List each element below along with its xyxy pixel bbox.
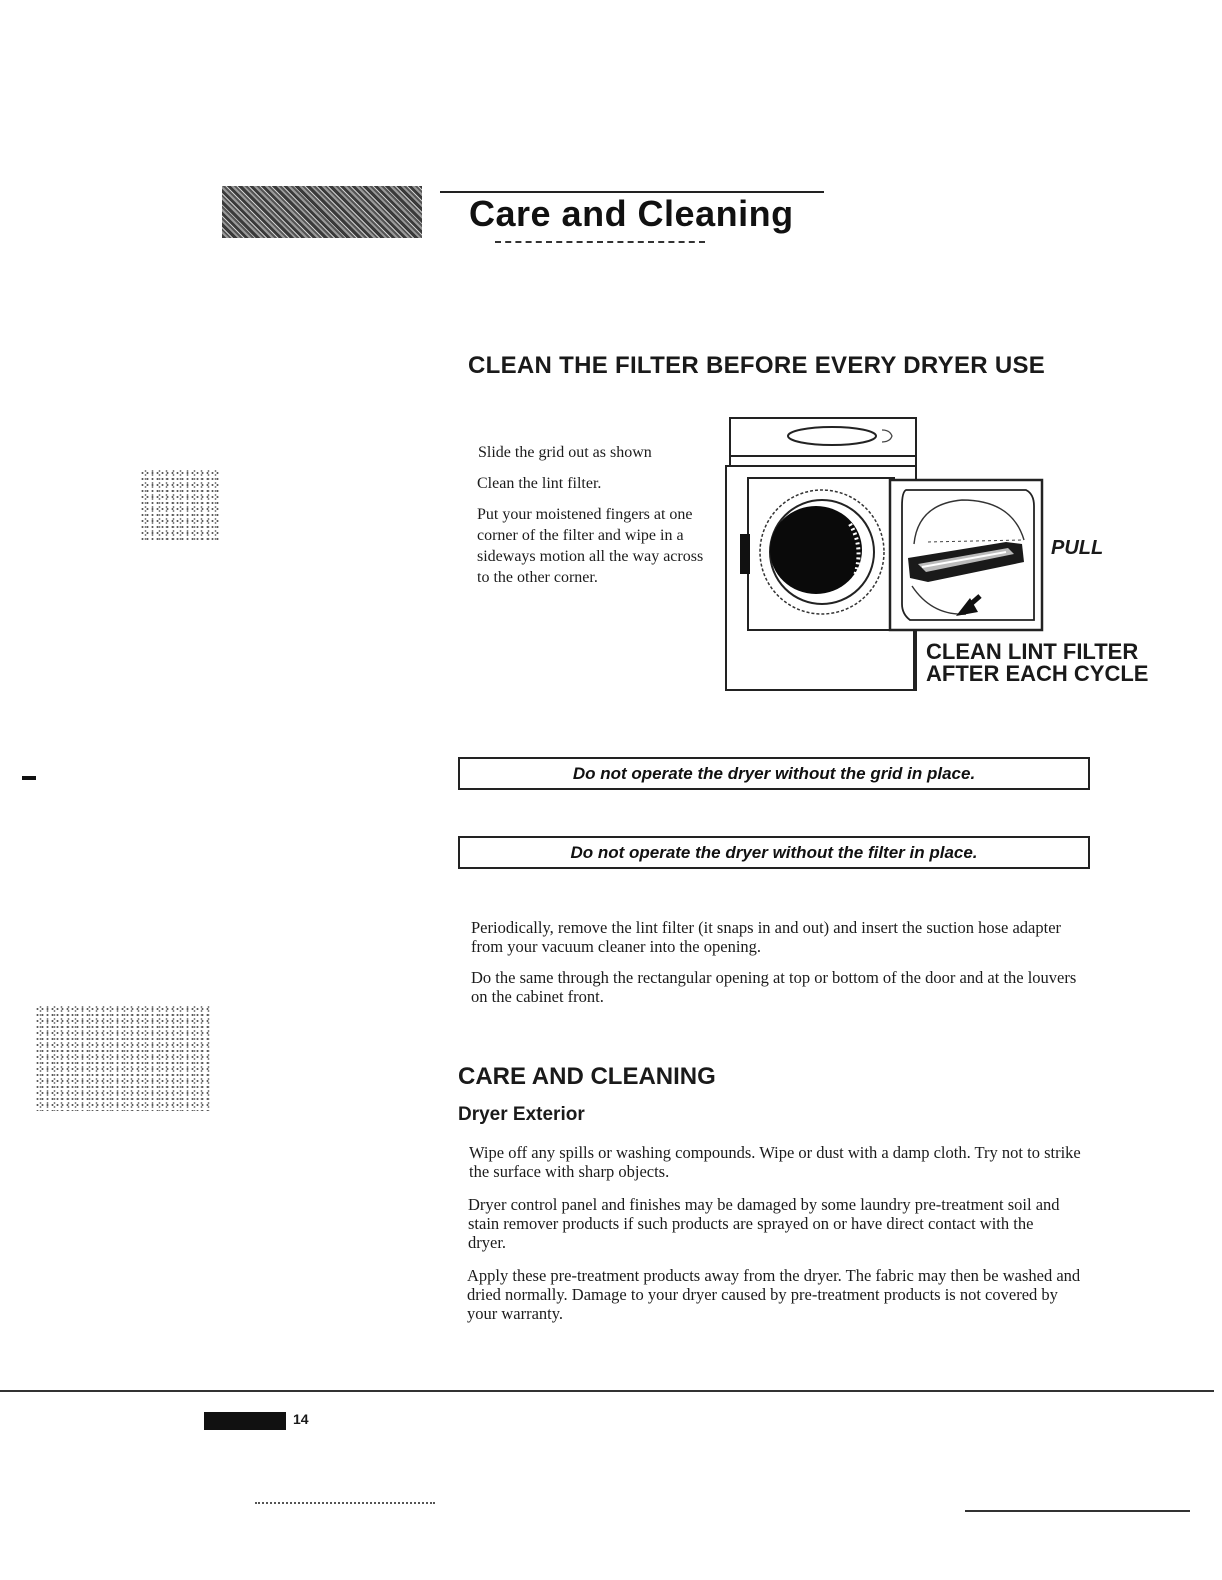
- page-number-bar: [204, 1412, 286, 1430]
- page-number: 14: [293, 1411, 309, 1427]
- dryer-control-panel: [730, 418, 916, 456]
- warning-box: [458, 836, 1090, 869]
- header-bar: [222, 186, 422, 238]
- body-paragraph: Do the same through the rectangular opening at top or bottom of the door and at the louvers on the cabinet front.: [471, 968, 1077, 1006]
- section-subheading: Dryer Exterior: [458, 1104, 585, 1125]
- section-heading: CARE AND CLEANING: [458, 1063, 716, 1090]
- body-paragraph: Apply these pre-treatment products away from the dryer. The fabric may then be washed and dried normally. Damage to your dryer caused by pre-treatment products is not covered by your warranty.: [467, 1266, 1081, 1323]
- warning-text: Do not operate the dryer without the grid in place.: [572, 763, 976, 783]
- title-underline: [495, 241, 705, 243]
- door-handle: [740, 534, 750, 574]
- scan-mark: [965, 1510, 1190, 1512]
- warning-box: [458, 757, 1090, 790]
- lint-filter-callout: [926, 641, 1148, 685]
- page-title: Care and Cleaning: [469, 193, 794, 234]
- scan-mark: [22, 776, 36, 780]
- warning-text: Do not operate the dryer without the filter in place.: [570, 842, 978, 862]
- section-heading: CLEAN THE FILTER BEFORE EVERY DRYER USE: [468, 352, 1046, 379]
- body-paragraph: Wipe off any spills or washing compounds. Wipe or dust with a damp cloth. Try not to strike the surface with sharp objects.: [469, 1143, 1081, 1181]
- body-paragraph: Periodically, remove the lint filter (it snaps in and out) and insert the suction hose adapter from your vacuum cleaner into the opening.: [471, 918, 1062, 956]
- dryer-control-knob: [788, 427, 876, 445]
- body-paragraph: Dryer control panel and finishes may be damaged by some laundry pre-treatment soil and stain remover products if such products are sprayed on or have direct contact with the dryer.: [468, 1195, 1060, 1252]
- callout-line: CLEAN LINT FILTER: [926, 639, 1139, 664]
- callout-line: AFTER EACH CYCLE: [926, 661, 1149, 686]
- instruction-step: Put your moistened fingers at one corner of the filter and wipe in a sideways motion all the way across to the other corner.: [477, 506, 704, 586]
- footer-rule: [0, 1390, 1214, 1392]
- instruction-step: Clean the lint filter.: [477, 475, 602, 492]
- scan-mark: [255, 1502, 435, 1504]
- pull-label: PULL: [1051, 537, 1104, 559]
- instruction-step: Slide the grid out as shown: [478, 444, 652, 461]
- scan-noise: [35, 1006, 210, 1111]
- scan-noise: [140, 470, 220, 540]
- door-window: [770, 506, 862, 594]
